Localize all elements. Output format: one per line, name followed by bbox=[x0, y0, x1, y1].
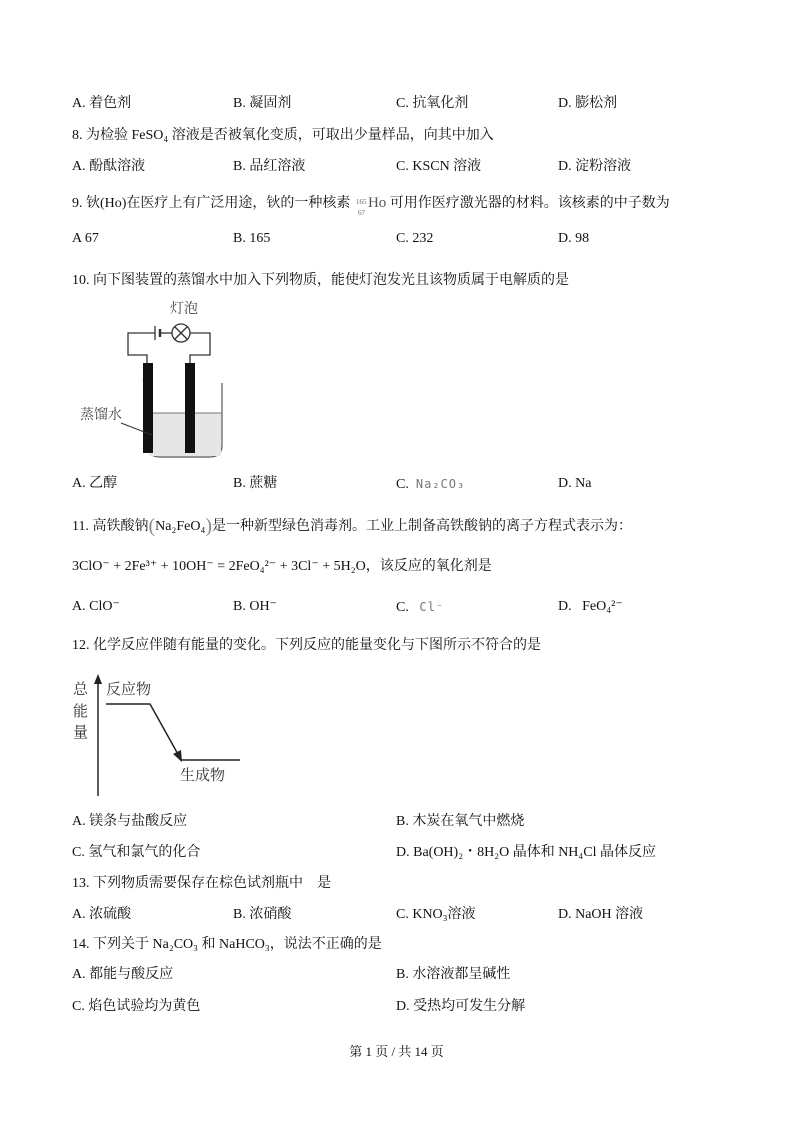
y-label-char: 能 bbox=[73, 702, 89, 720]
energy-diagram bbox=[70, 672, 250, 800]
mass-number: 165 bbox=[355, 197, 367, 206]
element-symbol: Ho bbox=[367, 195, 387, 211]
q10-option-d: D. Na bbox=[558, 476, 592, 491]
q12-option-a: A. 镁条与盐酸反应 bbox=[72, 814, 188, 829]
q9-option-d: D. 98 bbox=[558, 231, 590, 246]
q14-stem: 14. 下列关于 Na₂CO₃ 和 NaHCO₃，说法不正确的是 bbox=[72, 937, 382, 952]
q13-stem: 13. 下列物质需要保存在棕色试剂瓶中 是 bbox=[72, 876, 331, 891]
q10-option-c bbox=[396, 475, 465, 494]
q13-option-b: B. 浓硝酸 bbox=[233, 907, 292, 922]
q7-option-a: A. 着色剂 bbox=[72, 96, 132, 111]
q13-option-c: C. KNO₃溶液 bbox=[396, 907, 476, 922]
q14-option-b: B. 水溶液都呈碱性 bbox=[396, 967, 511, 982]
conductivity-apparatus-figure bbox=[75, 295, 235, 470]
q14-option-c: C. 焰色试验均为黄色 bbox=[72, 999, 201, 1014]
q12-stem: 12. 化学反应伴随有能量的变化。下列反应的能量变化与下图所示不符合的是 bbox=[72, 638, 541, 653]
product-label: 生成物 bbox=[180, 766, 226, 784]
ionic-equation: 3ClO⁻ + 2Fe³⁺ + 10OH⁻ = 2FeO₄²⁻ + 3Cl⁻ + 5H₂O bbox=[72, 559, 366, 574]
atomic-number: 67 bbox=[357, 208, 365, 217]
reactant-label: 反应物 bbox=[106, 680, 152, 698]
formula: Cl⁻ bbox=[419, 600, 445, 614]
electrode bbox=[185, 363, 195, 453]
water-label: 蒸馏水 bbox=[80, 407, 122, 423]
q8-option-b: B. 品红溶液 bbox=[233, 159, 306, 174]
q12-option-b: B. 木炭在氧气中燃烧 bbox=[396, 814, 525, 829]
q7-option-b: B. 凝固剂 bbox=[233, 96, 292, 111]
q8-option-d: D. 淀粉溶液 bbox=[558, 159, 632, 174]
q11-option-b: B. OH⁻ bbox=[233, 599, 277, 614]
q9-stem-a: 9. 钬(Ho)在医疗上有广泛用途，钬的一种核素 bbox=[72, 196, 351, 211]
q14-option-d: D. 受热均可发生分解 bbox=[396, 999, 526, 1014]
bulb-icon bbox=[172, 324, 190, 342]
q9-option-c: C. 232 bbox=[396, 231, 434, 246]
formula: Na₂CO₃ bbox=[415, 477, 466, 491]
q14-option-a: A. 都能与酸反应 bbox=[72, 967, 174, 982]
q11-stem: 11. 高铁酸钠(Na₂FeO₄)是一种新型绿色消毒剂。工业上制备高铁酸钠的离子方程式表示为： bbox=[72, 515, 633, 537]
q8-stem: 8. 为检验 FeSO₄ 溶液是否被氧化变质，可取出少量样品，向其中加入 bbox=[72, 128, 494, 143]
nuclide-notation bbox=[354, 195, 368, 217]
q11-stem-a: 11. 高铁酸钠 bbox=[72, 519, 149, 534]
q11-option-d bbox=[558, 598, 623, 616]
formula: Na₂FeO₄ bbox=[155, 519, 206, 534]
q7-option-d: D. 膨松剂 bbox=[558, 96, 618, 111]
q10-stem: 10. 向下图装置的蒸馏水中加入下列物质，能使灯泡发光且该物质属于电解质的是 bbox=[72, 273, 569, 288]
option-letter: D. bbox=[558, 599, 572, 614]
formula: FeO₄²⁻ bbox=[582, 599, 623, 614]
y-label-char: 量 bbox=[73, 723, 89, 741]
q12-option-c: C. 氢气和氯气的化合 bbox=[72, 845, 201, 860]
q11-option-c bbox=[396, 598, 444, 617]
q11-equation-line bbox=[72, 558, 492, 576]
page-footer: 第 1 页 / 共 14 页 bbox=[349, 1044, 444, 1059]
q9-option-b: B. 165 bbox=[233, 231, 271, 246]
q11-option-a: A. ClO⁻ bbox=[72, 599, 120, 614]
q9-stem-b: 可用作医疗激光器的材料。该核素的中子数为 bbox=[389, 196, 670, 211]
q12-option-d: D. Ba(OH)₂・8H₂O 晶体和 NH₄Cl 晶体反应 bbox=[396, 845, 657, 860]
q9-option-a: A 67 bbox=[72, 231, 99, 246]
option-letter: C. bbox=[396, 477, 409, 492]
q8-option-a: A. 酚酞溶液 bbox=[72, 159, 146, 174]
q11-stem-b: 是一种新型绿色消毒剂。工业上制备高铁酸钠的离子方程式表示为： bbox=[212, 519, 633, 534]
q9-stem bbox=[72, 194, 670, 217]
q13-option-a: A. 浓硫酸 bbox=[72, 907, 132, 922]
electrode bbox=[143, 363, 153, 453]
q10-option-a: A. 乙醇 bbox=[72, 476, 118, 491]
bulb-label: 灯泡 bbox=[170, 301, 198, 317]
q8-option-c: C. KSCN 溶液 bbox=[396, 159, 482, 174]
option-letter: C. bbox=[396, 600, 409, 615]
q10-option-b: B. 蔗糖 bbox=[233, 476, 278, 491]
equation-tail: ，该反应的氧化剂是 bbox=[365, 559, 492, 574]
q13-option-d: D. NaOH 溶液 bbox=[558, 907, 644, 922]
y-label-char: 总 bbox=[73, 680, 89, 698]
q7-option-c: C. 抗氧化剂 bbox=[396, 96, 469, 111]
